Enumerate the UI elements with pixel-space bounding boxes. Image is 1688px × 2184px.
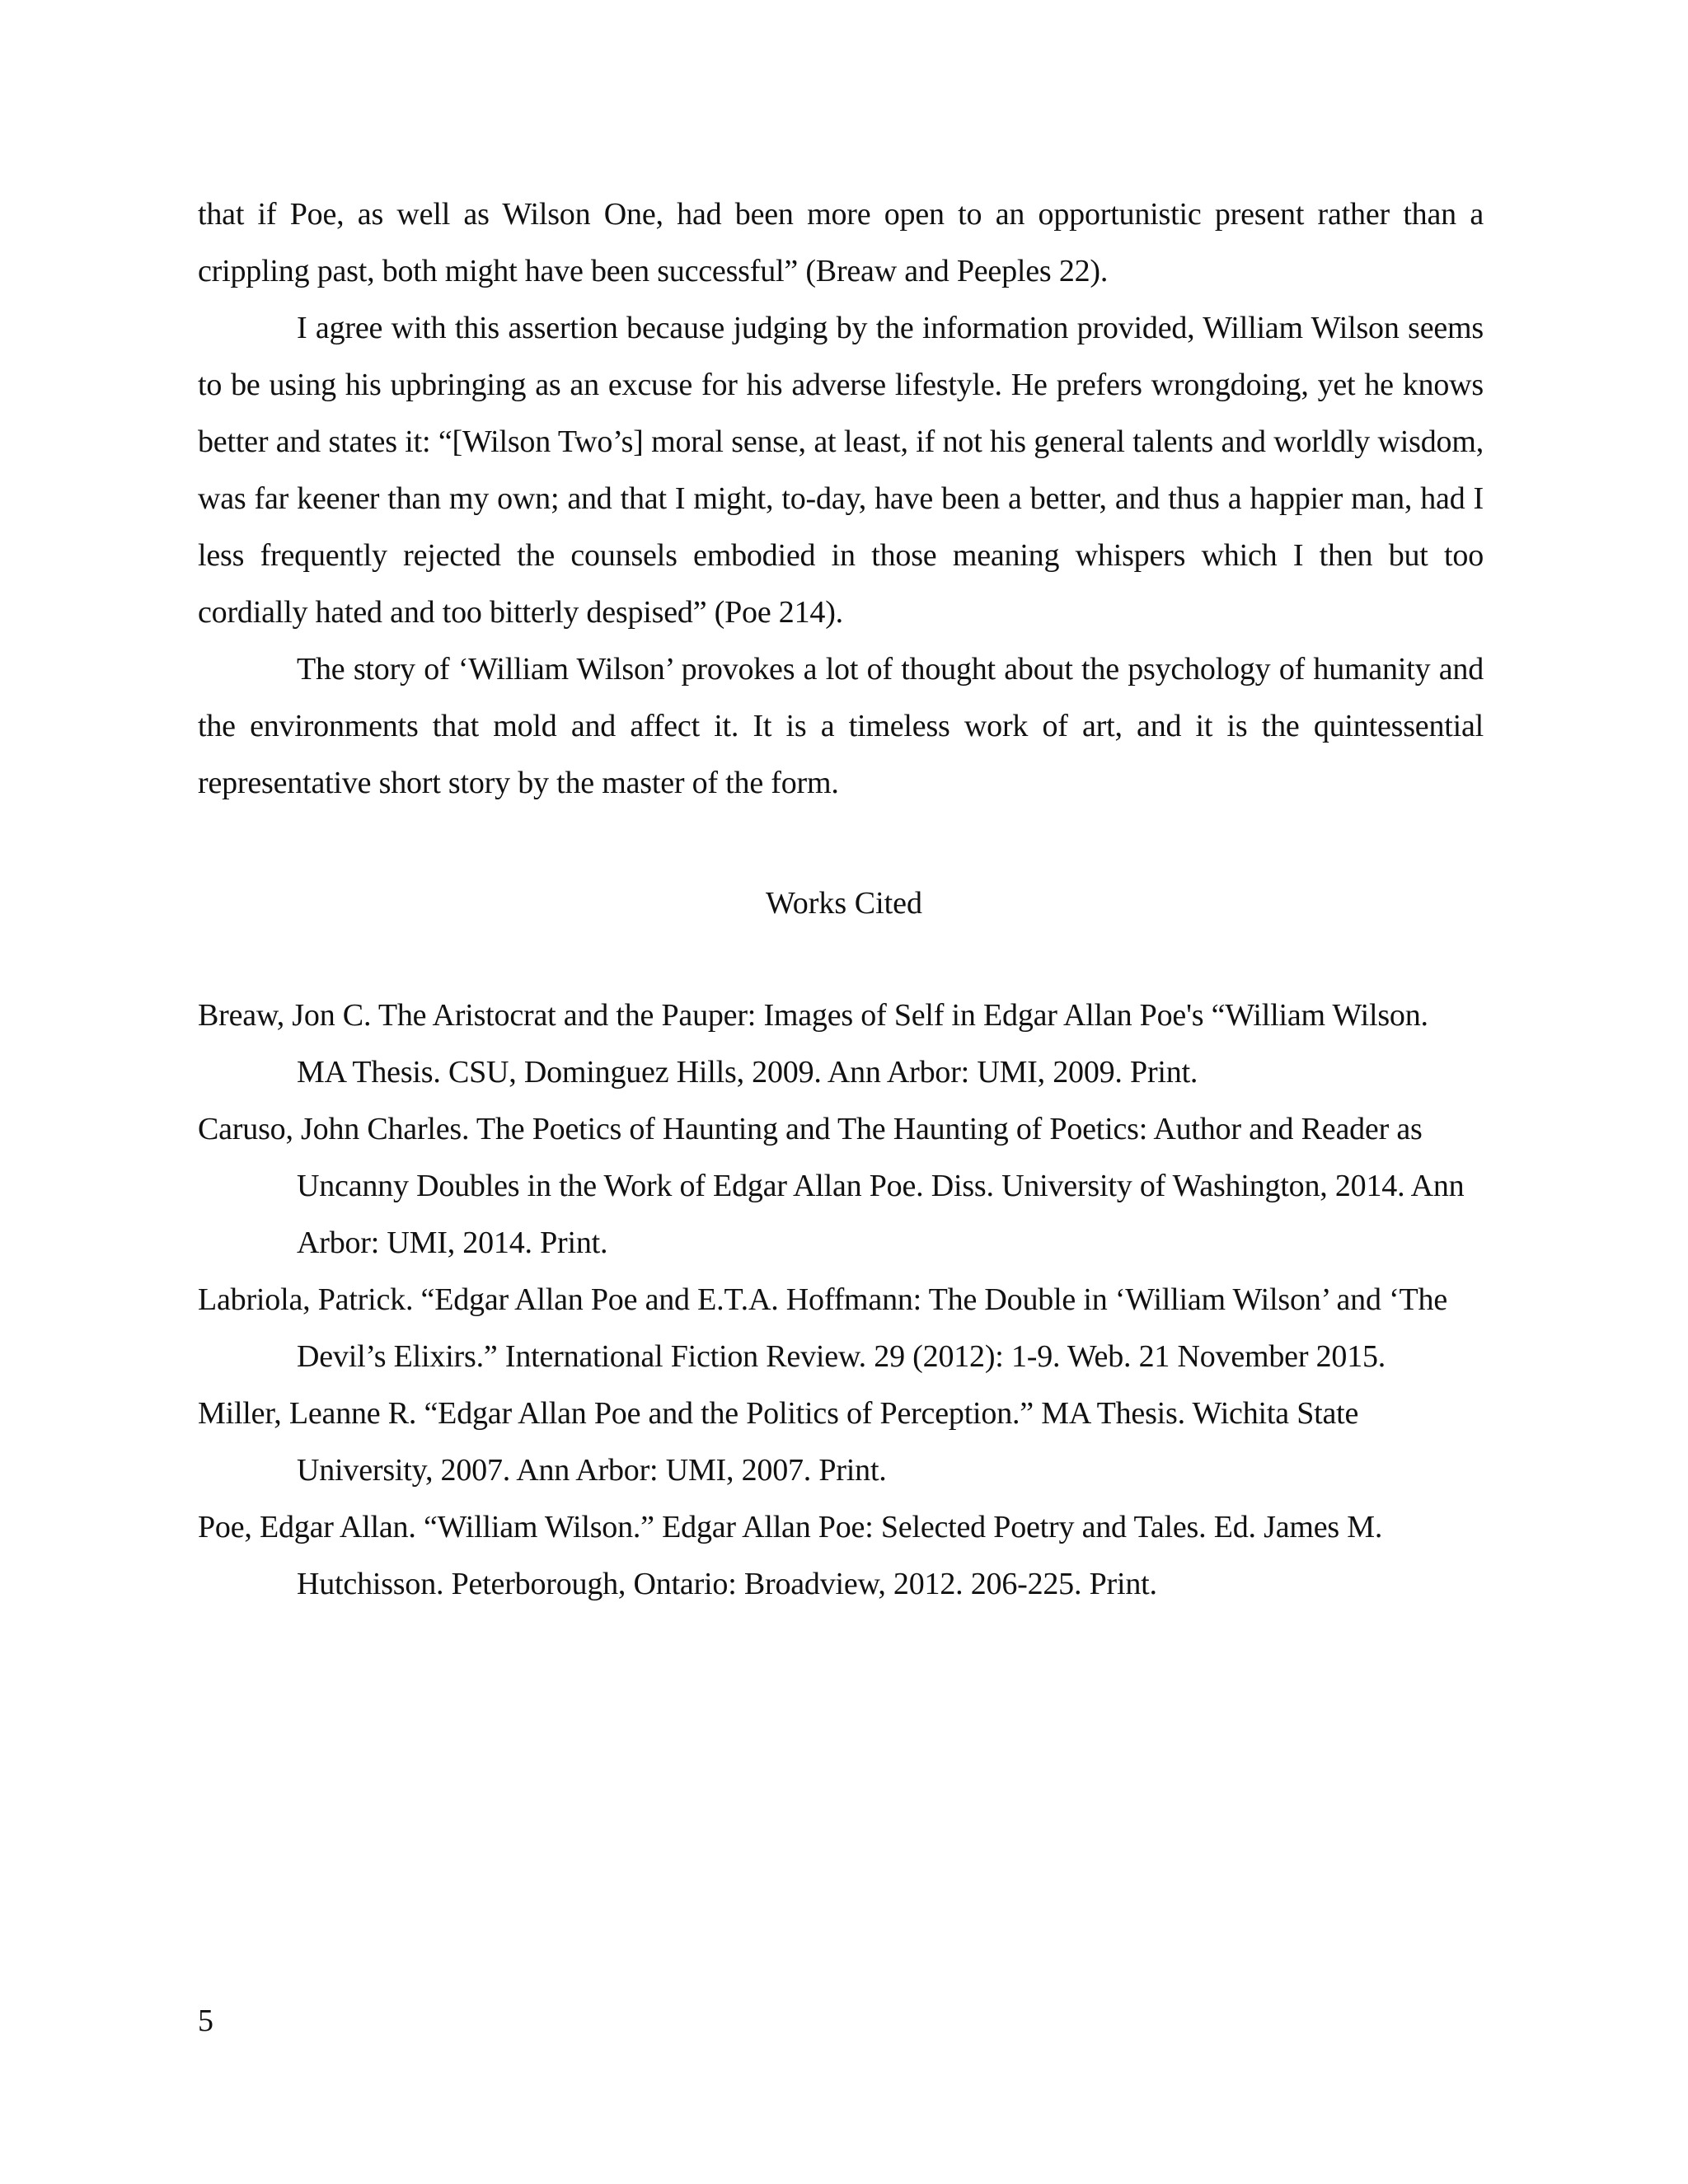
- page-number: 5: [198, 2004, 213, 2038]
- paragraph-continuation: that if Poe, as well as Wilson One, had been more open to an opportunistic present rather than a crippling past, both might have been successful” (Breaw and Peeples 22).: [198, 197, 1484, 288]
- paragraph-agreement: I agree with this assertion because judging by the information provided, William Wilson seems to be using his upbringing as an excuse for his adverse lifestyle. He prefers wrongdoing, yet he knows better and states it: “[Wilson Two’s] moral sense, at least, if not his general talents and worldly wisdom, was far keener than my own; and that I might, to-day, have been a better, and thus a happier man, had I less frequently rejected the counsels embodied in those meaning whispers which I then but too cordially hated and too bitterly despised” (Poe 214).: [198, 311, 1484, 630]
- paragraph-conclusion: The story of ‘William Wilson’ provokes a lot of thought about the psychology of humanity and the environments that mold and affect it. It is a timeless work of art, and it is the quintessential representative short story by the master of the form.: [198, 652, 1484, 800]
- citation-entry: Caruso, John Charles. The Poetics of Haunting and The Haunting of Poetics: Author and Reader as Uncanny Doubles in the Work of Edgar Allan Poe. Diss. University of Washington, 2014. Ann Arbor: UMI, 2014. Print.: [198, 1112, 1465, 1260]
- works-cited-list: [198, 987, 1484, 1613]
- essay-body: [198, 186, 1484, 812]
- citation-entry: Poe, Edgar Allan. “William Wilson.” Edgar Allan Poe: Selected Poetry and Tales. Ed. James M. Hutchisson. Peterborough, Ontario: Broadview, 2012. 206-225. Print.: [198, 1510, 1383, 1601]
- citation-entry: Labriola, Patrick. “Edgar Allan Poe and E.T.A. Hoffmann: The Double in ‘William Wilson’ and ‘The Devil’s Elixirs.” International Fiction Review. 29 (2012): 1-9. Web. 21 November 2015.: [198, 1282, 1447, 1374]
- citation-entry: Miller, Leanne R. “Edgar Allan Poe and the Politics of Perception.” MA Thesis. Wichita State University, 2007. Ann Arbor: UMI, 2007. Print.: [198, 1396, 1359, 1488]
- works-cited-heading: Works Cited: [765, 886, 923, 921]
- citation-entry: Breaw, Jon C. The Aristocrat and the Pauper: Images of Self in Edgar Allan Poe's “William Wilson. MA Thesis. CSU, Dominguez Hills, 2009. Ann Arbor: UMI, 2009. Print.: [198, 998, 1428, 1090]
